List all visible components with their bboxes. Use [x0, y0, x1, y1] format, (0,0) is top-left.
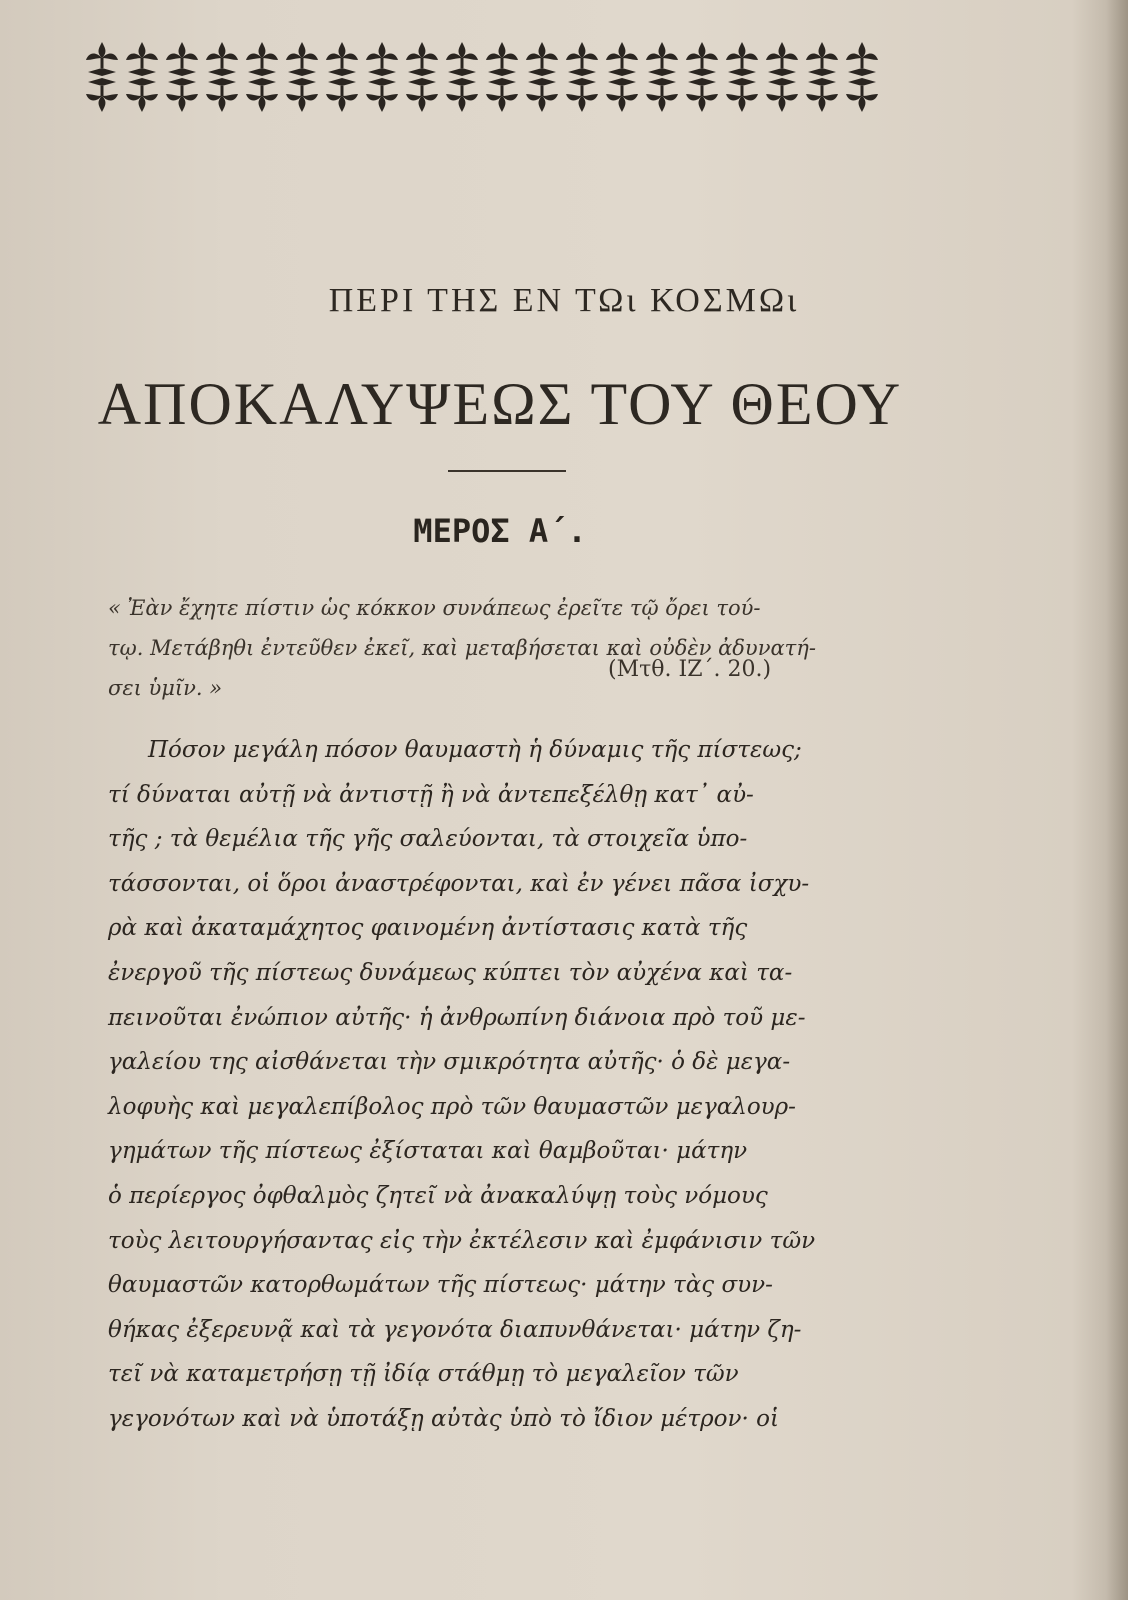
epigraph-line: σει ὑμῖν. » — [108, 676, 223, 700]
body-line: Πόσον μεγάλη πόσον θαυμαστὴ ἡ δύναμις τῆς πίστεως; — [148, 737, 802, 763]
body-line: πεινοῦται ἐνώπιον αὐτῆς· ἡ ἀνθρωπίνη διάνοια πρὸ τοῦ με- — [108, 1004, 806, 1031]
page-edge-shadow — [1106, 0, 1128, 1600]
epigraph — [108, 588, 928, 708]
title-line-2: ΑΠΟΚΑΛΥΨΕΩΣ ΤΟΥ ΘΕΟΥ — [97, 371, 903, 437]
body-line: ἐνεργοῦ τῆς πίστεως δυνάμεως κύπτει τὸν αὐχένα καὶ τα- — [108, 959, 793, 986]
body-line: θαυμαστῶν κατορθωμάτων τῆς πίστεως· μάτην τὰς συν- — [108, 1272, 773, 1299]
body-line: ὁ περίεργος ὀφθαλμὸς ζητεῖ νὰ ἀνακαλύψῃ τοὺς νόμους — [108, 1182, 768, 1209]
epigraph-reference: (Μτθ. ΙΖ΄. 20.) — [608, 657, 772, 682]
body-text — [108, 728, 918, 1442]
title-line-1: ΠΕΡΙ ΤΗΣ ΕΝ ΤΩι ΚΟΣΜΩι — [328, 282, 800, 319]
epigraph-line: τῳ. Μετάβηθι ἐντεῦθεν ἐκεῖ, καὶ μεταβήσεται καὶ οὐδὲν ἀδυνατή- — [108, 636, 816, 660]
body-line: τοὺς λειτουργήσαντας εἰς τὴν ἐκτέλεσιν καὶ ἐμφάνισιν τῶν — [108, 1227, 816, 1254]
body-line: ρὰ καὶ ἀκαταμάχητος φαινομένη ἀντίστασις κατὰ τῆς — [108, 915, 748, 942]
body-line: τῆς ; τὰ θεμέλια τῆς γῆς σαλεύονται, τὰ στοιχεῖα ὑπο- — [108, 826, 748, 853]
part-heading: ΜΕΡΟΣ Α΄. — [413, 512, 587, 550]
epigraph-line: « Ἐὰν ἔχητε πίστιν ὡς κόκκον συνάπεως ἐρεῖτε τῷ ὄρει τού- — [108, 596, 761, 620]
body-line: γημάτων τῆς πίστεως ἐξίσταται καὶ θαμβοῦται· μάτην — [108, 1138, 748, 1165]
title-divider — [448, 470, 566, 472]
body-line: λοφυὴς καὶ μεγαλεπίβολος πρὸ τῶν θαυμαστῶν μεγαλουρ- — [108, 1093, 796, 1120]
body-line: τάσσονται, οἱ ὅροι ἀναστρέφονται, καὶ ἐν γένει πᾶσα ἰσχυ- — [108, 870, 810, 897]
body-line: τεῖ νὰ καταμετρήσῃ τῇ ἰδίᾳ στάθμῃ τὸ μεγαλεῖον τῶν — [108, 1361, 739, 1388]
body-line: θήκας ἐξερευνᾷ καὶ τὰ γεγονότα διαπυνθάνεται· μάτην ζη- — [108, 1316, 802, 1343]
body-line: γεγονότων καὶ νὰ ὑποτάξῃ αὐτὰς ὑπὸ τὸ ἴδιον μέτρον· οἱ — [108, 1405, 779, 1432]
body-line: τί δύναται αὐτῇ νὰ ἀντιστῇ ἢ νὰ ἀντεπεξέλθῃ κατ᾽ αὐ- — [108, 781, 754, 808]
body-line: γαλείου της αἰσθάνεται τὴν σμικρότητα αὐτῆς· ὁ δὲ μεγα- — [108, 1049, 791, 1076]
fleuron-border-ornament — [82, 38, 892, 118]
